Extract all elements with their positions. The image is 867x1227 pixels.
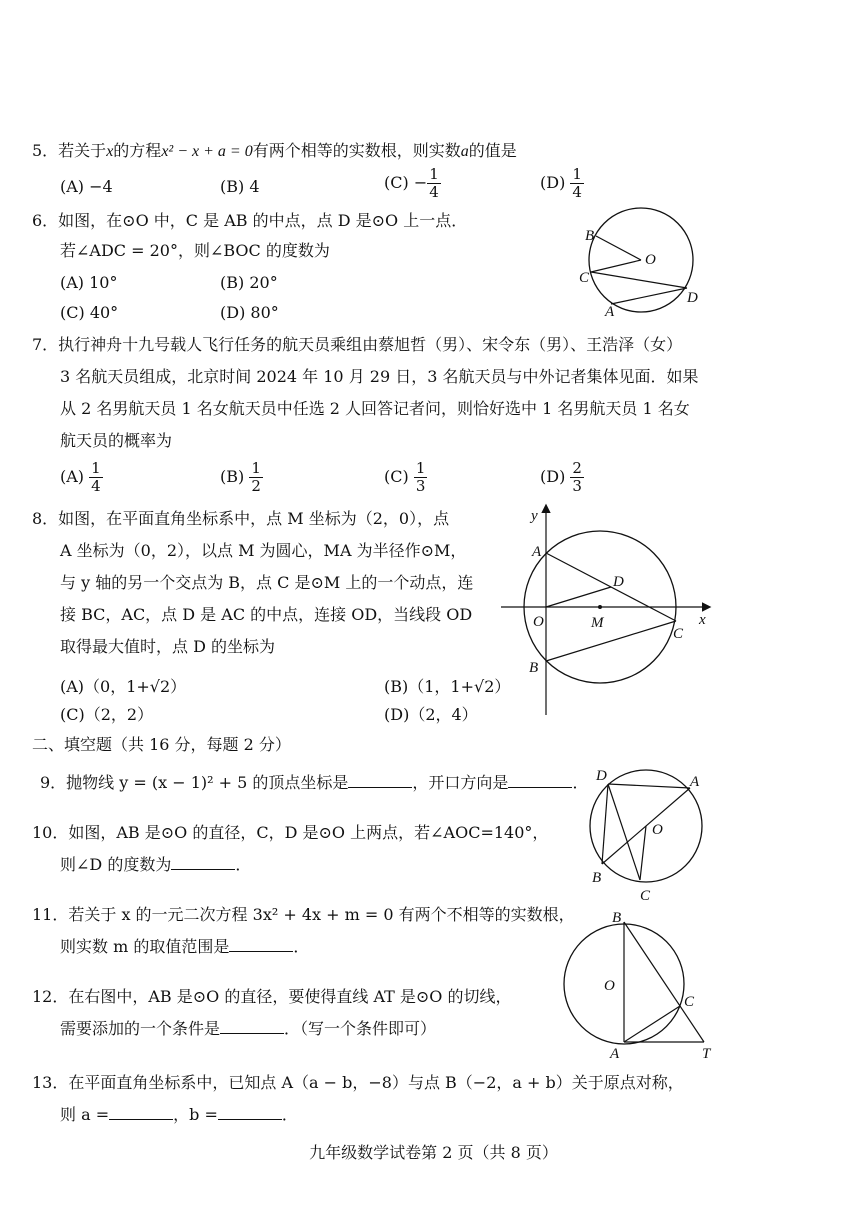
q5-option-d-frac <box>570 166 584 201</box>
q9-mid: ，开口方向是 <box>412 773 509 792</box>
q5-var: x <box>106 143 114 160</box>
q5-equation: x² − x + a = 0 <box>161 143 253 160</box>
q6-label-b: B <box>585 228 595 244</box>
page-footer: 九年级数学试卷第 2 页（共 8 页） <box>309 1143 558 1162</box>
q6-label-d: D <box>687 290 698 306</box>
q6-figure <box>575 200 715 320</box>
q6-label-o: O <box>645 252 656 268</box>
q10-line-db <box>602 784 608 864</box>
q7-b-frac <box>249 460 263 495</box>
q8-line4: 接 BC，AC，点 D 是 AC 的中点，连接 OD，当线段 OD <box>60 605 473 624</box>
q6-line-oc <box>591 260 641 272</box>
q7-a-frac <box>89 460 103 495</box>
q12-label-c: C <box>684 994 695 1010</box>
q5-d-den: 4 <box>572 183 582 201</box>
q6-stem-line2: 若∠ADC = 20°，则∠BOC 的度数为 <box>60 241 330 260</box>
q12-label-o: O <box>604 978 615 994</box>
q6-option-c: (C) 40° <box>60 303 119 322</box>
q7-option-c <box>384 460 427 495</box>
q8-option-a: (A)（0，1+√2） <box>60 677 187 696</box>
q11-line1: 11．若关于 x 的一元二次方程 3x² + 4x + m = 0 有两个不相等的实数根， <box>32 905 575 924</box>
q10-line-da <box>608 784 690 788</box>
q12-line2-pre: 需要添加的一个条件是 <box>60 1019 221 1038</box>
q5-option-a: (A) −4 <box>60 177 113 196</box>
q8-line1: 8．如图，在平面直角坐标系中，点 M 坐标为（2，0），点 <box>32 509 450 528</box>
q6-line-bo <box>596 236 641 260</box>
q8-option-c: (C)（2，2） <box>60 705 154 724</box>
q5-option-d <box>540 166 584 201</box>
q7-a-den: 4 <box>91 477 101 495</box>
q8-line2: A 坐标为（0，2），以点 M 为圆心，MA 为半径作⊙M， <box>60 541 467 560</box>
q7-line2: 3 名航天员组成，北京时间 2024 年 10 月 29 日，3 名航天员与中外记者集体见面．如果 <box>60 367 699 386</box>
q8-label-a: A <box>532 544 542 560</box>
q12-label-t: T <box>702 1046 711 1062</box>
q7-c-label: (C) <box>384 467 409 486</box>
q7-d-num: 2 <box>572 459 582 477</box>
q8-line-bc <box>546 621 676 661</box>
q12-figure <box>556 906 726 1064</box>
q8-option-b: (B)（1，1+√2） <box>384 677 511 696</box>
q10-figure <box>584 764 714 904</box>
q5-option-d-label: (D) <box>540 173 566 192</box>
q12-blank[interactable] <box>220 1019 284 1034</box>
q13-line2 <box>60 1104 298 1126</box>
q7-b-label: (B) <box>220 467 245 486</box>
q10-line2-end: ． <box>235 855 252 874</box>
q10-line2 <box>60 854 251 876</box>
q11-line2-end: ． <box>293 937 310 956</box>
q5-c-den: 4 <box>429 183 439 201</box>
q7-option-d <box>540 460 584 495</box>
q5-option-c <box>384 166 441 201</box>
q7-line1: 7．执行神舟十九号载人飞行任务的航天员乘组由蔡旭哲（男）、宋令东（男）、王浩泽（女） <box>32 335 683 354</box>
q8-label-o: O <box>533 614 544 630</box>
q12-label-b: B <box>612 910 622 926</box>
q8-label-y: y <box>531 508 538 524</box>
q9-end: ． <box>572 773 589 792</box>
q13-label-a: 则 a = <box>60 1105 110 1124</box>
q9-line <box>40 772 588 794</box>
q12-line2 <box>60 1018 436 1040</box>
q9-blank-vertex[interactable] <box>348 773 412 788</box>
q10-label-o: O <box>652 822 663 838</box>
q8-line3: 与 y 轴的另一个交点为 B，点 C 是⊙M 上的一个动点，连 <box>60 573 474 592</box>
q5-stem-pre: 5．若关于 <box>32 141 107 160</box>
q13-line1: 13．在平面直角坐标系中，已知点 A（a − b，−8）与点 B（−2，a + b）关于原点对称， <box>32 1073 684 1092</box>
q5-d-num: 1 <box>572 165 582 183</box>
q7-option-a <box>60 460 103 495</box>
q7-d-frac <box>570 460 584 495</box>
q8-label-d: D <box>613 574 624 590</box>
q11-line2 <box>60 936 309 958</box>
q6-line-cd <box>591 272 687 288</box>
q10-label-b: B <box>592 870 602 886</box>
q13-blank-b[interactable] <box>218 1105 282 1120</box>
q8-line5: 取得最大值时，点 D 的坐标为 <box>60 637 276 656</box>
q8-label-x: x <box>699 612 706 628</box>
q10-label-d: D <box>596 768 607 784</box>
q8-label-b: B <box>529 660 539 676</box>
q7-b-num: 1 <box>251 459 261 477</box>
q7-line4: 航天员的概率为 <box>60 431 173 450</box>
q8-label-c: C <box>673 626 684 642</box>
q5-option-c-label: (C) <box>384 173 409 192</box>
section2-title: 二、填空题（共 16 分，每题 2 分） <box>32 735 291 754</box>
q12-line1: 12．在右图中，AB 是⊙O 的直径，要使得直线 AT 是⊙O 的切线， <box>32 987 512 1006</box>
q10-line1: 10．如图，AB 是⊙O 的直径，C，D 是⊙O 上两点，若∠AOC=140°， <box>32 823 549 842</box>
q10-line-oc <box>640 826 646 880</box>
q13-blank-a[interactable] <box>109 1105 173 1120</box>
q6-option-b: (B) 20° <box>220 273 278 292</box>
q6-option-d: (D) 80° <box>220 303 279 322</box>
q13-label-b: ，b = <box>173 1105 218 1124</box>
q10-line2-pre: 则∠D 的度数为 <box>60 855 172 874</box>
q5-option-b: (B) 4 <box>220 177 260 196</box>
q6-label-a: A <box>605 304 615 320</box>
q10-label-c: C <box>640 888 651 904</box>
q6-stem-line1: 6．如图，在⊙O 中，C 是 AB 的中点，点 D 是⊙O 上一点． <box>32 211 468 230</box>
q9-blank-direction[interactable] <box>508 773 572 788</box>
q8-center-m <box>598 605 602 609</box>
q7-c-frac <box>414 460 428 495</box>
q6-label-c: C <box>579 270 590 286</box>
q7-a-label: (A) <box>60 467 85 486</box>
q11-blank[interactable] <box>229 937 293 952</box>
q7-b-den: 2 <box>251 477 261 495</box>
q5-stem-post: 有两个相等的实数根，则实数 <box>252 141 461 160</box>
q6-line-ad <box>611 288 687 304</box>
q9-pre: 9．抛物线 y = (x − 1)² + 5 的顶点坐标是 <box>40 773 349 792</box>
q13-line2-end: ． <box>281 1105 298 1124</box>
q7-c-num: 1 <box>415 459 426 477</box>
q5-c-num: 1 <box>429 165 439 183</box>
q7-d-den: 3 <box>572 477 582 495</box>
q10-label-a: A <box>690 774 700 790</box>
q8-option-d: (D)（2，4） <box>384 705 478 724</box>
q5-stem-end: 的值是 <box>468 141 517 160</box>
q7-option-b <box>220 460 263 495</box>
q8-label-m: M <box>591 615 604 631</box>
q7-a-num: 1 <box>91 459 101 477</box>
q7-d-label: (D) <box>540 467 566 486</box>
q5-stem-mid: 的方程 <box>113 141 162 160</box>
q6-option-a: (A) 10° <box>60 273 118 292</box>
q5-option-c-frac <box>427 166 441 201</box>
q12-line2-end: ．（写一个条件即可） <box>284 1019 437 1038</box>
q5-stem <box>32 140 517 163</box>
q12-label-a: A <box>610 1046 620 1062</box>
q7-line3: 从 2 名男航天员 1 名女航天员中任选 2 人回答记者问，则恰好选中 1 名男航天员 1 名女 <box>60 399 690 418</box>
q7-c-den: 3 <box>415 477 426 495</box>
q5-option-c-sign: − <box>413 173 428 192</box>
q10-blank[interactable] <box>171 855 235 870</box>
q10-line-dc <box>608 784 640 880</box>
q5-var2: a <box>460 143 469 160</box>
q8-figure <box>495 500 720 720</box>
q11-line2-pre: 则实数 m 的取值范围是 <box>60 937 230 956</box>
q8-line-od <box>546 587 611 607</box>
